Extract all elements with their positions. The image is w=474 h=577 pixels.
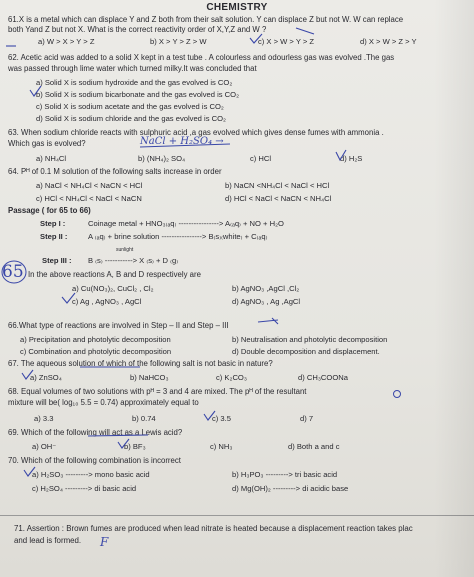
q68-option-d: d) 7 bbox=[300, 414, 314, 423]
q66-option-c: c) Combination and photolytic decomposition bbox=[20, 347, 172, 356]
tick-mark-q69 bbox=[118, 439, 129, 448]
q63-text-line2: Which gas is evolved? bbox=[8, 139, 86, 148]
passage-step2-label: Step II : bbox=[40, 232, 68, 241]
q61-option-c: c) X > W > Y > Z bbox=[258, 37, 315, 46]
q64-option-a: a) NaCl < NH₄Cl < NaCN < HCl bbox=[36, 181, 143, 190]
tick-mark-q70 bbox=[24, 467, 35, 476]
q70-text-line1: 70. Which of the following combination is incorrect bbox=[8, 456, 181, 465]
q62-option-a: a) Solid X is sodium hydroxide and the gas evolved is CO₂ bbox=[36, 78, 233, 87]
q67-option-d: d) CH₃COONa bbox=[298, 373, 348, 382]
strike-mark-q61 bbox=[296, 28, 314, 34]
q61-text-line2: both Yand Z but not X. What is the correct reactivity order of X,Y,Z and W ? bbox=[8, 25, 267, 34]
q65-option-d: d) AgNO₃ , Ag ,AgCl bbox=[232, 297, 301, 306]
q69-option-a: a) OH⁻ bbox=[32, 442, 57, 451]
q71-text-line1: 71. Assertion : Brown fumes are produced when lead nitrate is heated because a displacement reaction takes plac bbox=[14, 524, 413, 533]
q65-option-a: a) Cu(NO₃)₂, CuCl₂ , Cl₂ bbox=[72, 284, 154, 293]
q64-text-line1: 64. Pᴴ of 0.1 M solution of the following salts increase in order bbox=[8, 167, 222, 176]
q66-option-d: d) Double decomposition and displacement. bbox=[232, 347, 380, 356]
handwritten-question-number-65: 65 bbox=[2, 262, 24, 282]
q64-option-c: c) HCl < NH₄Cl < NaCl < NaCN bbox=[36, 194, 142, 203]
q68-option-a: a) 3.3 bbox=[34, 414, 54, 423]
q62-option-c: c) Solid X is sodium acetate and the gas evolved is CO₂ bbox=[36, 102, 224, 111]
q63-option-d: d) H₂S bbox=[340, 154, 363, 163]
passage-step3-text: B ₍s₎ -----------> X ₍s₎ + D ₍g₎ bbox=[88, 256, 179, 265]
tick-mark-q62 bbox=[30, 86, 41, 96]
q63-option-c: c) HCl bbox=[250, 154, 272, 163]
q67-option-a: a) ZnSO₄ bbox=[30, 373, 62, 382]
q62-option-d: d) Solid X is sodium chloride and the gas evolved is CO₂ bbox=[36, 114, 226, 123]
q61-option-a: a) W > X > Y > Z bbox=[38, 37, 95, 46]
q65-text-line1: In the above reactions A, B and D respectively are bbox=[28, 270, 201, 279]
scribble-q66 bbox=[258, 318, 278, 324]
handwritten-mark-f: F bbox=[100, 535, 109, 549]
q70-option-a: a) H₂SO₃ ---------> mono basic acid bbox=[32, 470, 150, 479]
q61-option-d: d) X > W > Z > Y bbox=[360, 37, 417, 46]
q70-option-d: d) Mg(OH)₂ ---------> di acidic base bbox=[232, 484, 349, 493]
q67-option-c: c) K₂CO₃ bbox=[216, 373, 247, 382]
tick-mark-q67 bbox=[22, 370, 33, 379]
q63-option-b: b) (NH₄)₂ SO₄ bbox=[138, 154, 186, 163]
passage-step1-label: Step I : bbox=[40, 219, 66, 228]
check-mark-q63 bbox=[336, 150, 346, 160]
q63-option-a: a) NH₄Cl bbox=[36, 154, 67, 163]
tick-mark-q61 bbox=[250, 34, 262, 43]
q68-text-line1: 68. Equal volumes of two solutions with pᴴ = 3 and 4 are mixed. The pᴴ of the resultant bbox=[8, 387, 307, 396]
underline-q63 bbox=[140, 144, 230, 147]
q69-option-b: b) BF₃ bbox=[124, 442, 146, 451]
q67-option-b: b) NaHCO₃ bbox=[130, 373, 169, 382]
q61-option-b: b) X > Y > Z > W bbox=[150, 37, 207, 46]
q68-option-b: b) 0.74 bbox=[132, 414, 156, 423]
passage-sunlight-label: sunlight bbox=[116, 247, 134, 253]
underline-q69 bbox=[88, 435, 148, 436]
q64-option-d: d) HCl < NaCl < NaCN < NH₄Cl bbox=[225, 194, 332, 203]
q70-option-c: c) H₂SO₄ ---------> di basic acid bbox=[32, 484, 137, 493]
page-title: CHEMISTRY bbox=[206, 2, 268, 13]
q65-option-c: c) Ag , AgNO₃ , AgCl bbox=[72, 297, 142, 306]
passage-step1-text: Coinage metal + HNO₃₍ₐq₎ ----------------> A₍ₐq₎ + NO + H₂O bbox=[88, 219, 284, 228]
q66-option-b: b) Neutralisation and photolytic decomposition bbox=[232, 335, 388, 344]
handwritten-note-q63: NaCl + H₂SO₄ → bbox=[140, 136, 224, 147]
tick-mark-q68 bbox=[204, 411, 215, 420]
q62-text-line2: was passed through lime water which turned milky.It was concluded that bbox=[8, 64, 257, 73]
tick-mark-q65 bbox=[62, 293, 75, 303]
q66-text-line1: 66.What type of reactions are involved in Step – II and Step – III bbox=[8, 321, 229, 330]
q67-text-line1: 67. The aqueous solution of which of the following salt is not basic in nature? bbox=[8, 359, 273, 368]
q64-option-b: b) NaCN <NH₄Cl < NaCl < HCl bbox=[225, 181, 330, 190]
q63-text-line1: 63. When sodium chloride reacts with sulphuric acid ,a gas evolved which gives dense fumes with ammonia . bbox=[8, 128, 384, 137]
q71-text-line2: and lead is formed. bbox=[14, 536, 82, 545]
q69-option-d: d) Both a and c bbox=[288, 442, 340, 451]
q65-option-b: b) AgNO₃ ,AgCl ,Cl₂ bbox=[232, 284, 300, 293]
q68-text-line2: mixture will be( log₁₀ 5.5 = 0.74) approximately equal to bbox=[8, 398, 199, 407]
q68-option-c: c) 3.5 bbox=[212, 414, 231, 423]
q69-option-c: c) NH₃ bbox=[210, 442, 233, 451]
q62-text-line1: 62. Acetic acid was added to a solid X kept in a test tube . A colourless and odourless gas was evolved .The gas bbox=[8, 53, 395, 62]
passage-step2-text: A ₍ₐq₎ + brine solution ----------------> B₍s₎₍white₎ + C₍ₐq₎ bbox=[88, 232, 268, 241]
q61-text-line1: 61.X is a metal which can displace Y and Z both from their salt solution. Y can displace Z but not W. W can replace bbox=[8, 15, 404, 24]
q70-option-b: b) H₃PO₃ ---------> tri basic acid bbox=[232, 470, 338, 479]
passage-heading: Passage ( for 65 to 66) bbox=[8, 206, 91, 215]
q69-text-line1: 69. Which of the following will act as a Lewis acid? bbox=[8, 428, 183, 437]
passage-step3-label: Step III : bbox=[42, 256, 72, 265]
q66-option-a: a) Precipitation and photolytic decomposition bbox=[20, 335, 171, 344]
q62-option-b: b) Solid X is sodium bicarbonate and the gas evolved is CO₂ bbox=[36, 90, 240, 99]
